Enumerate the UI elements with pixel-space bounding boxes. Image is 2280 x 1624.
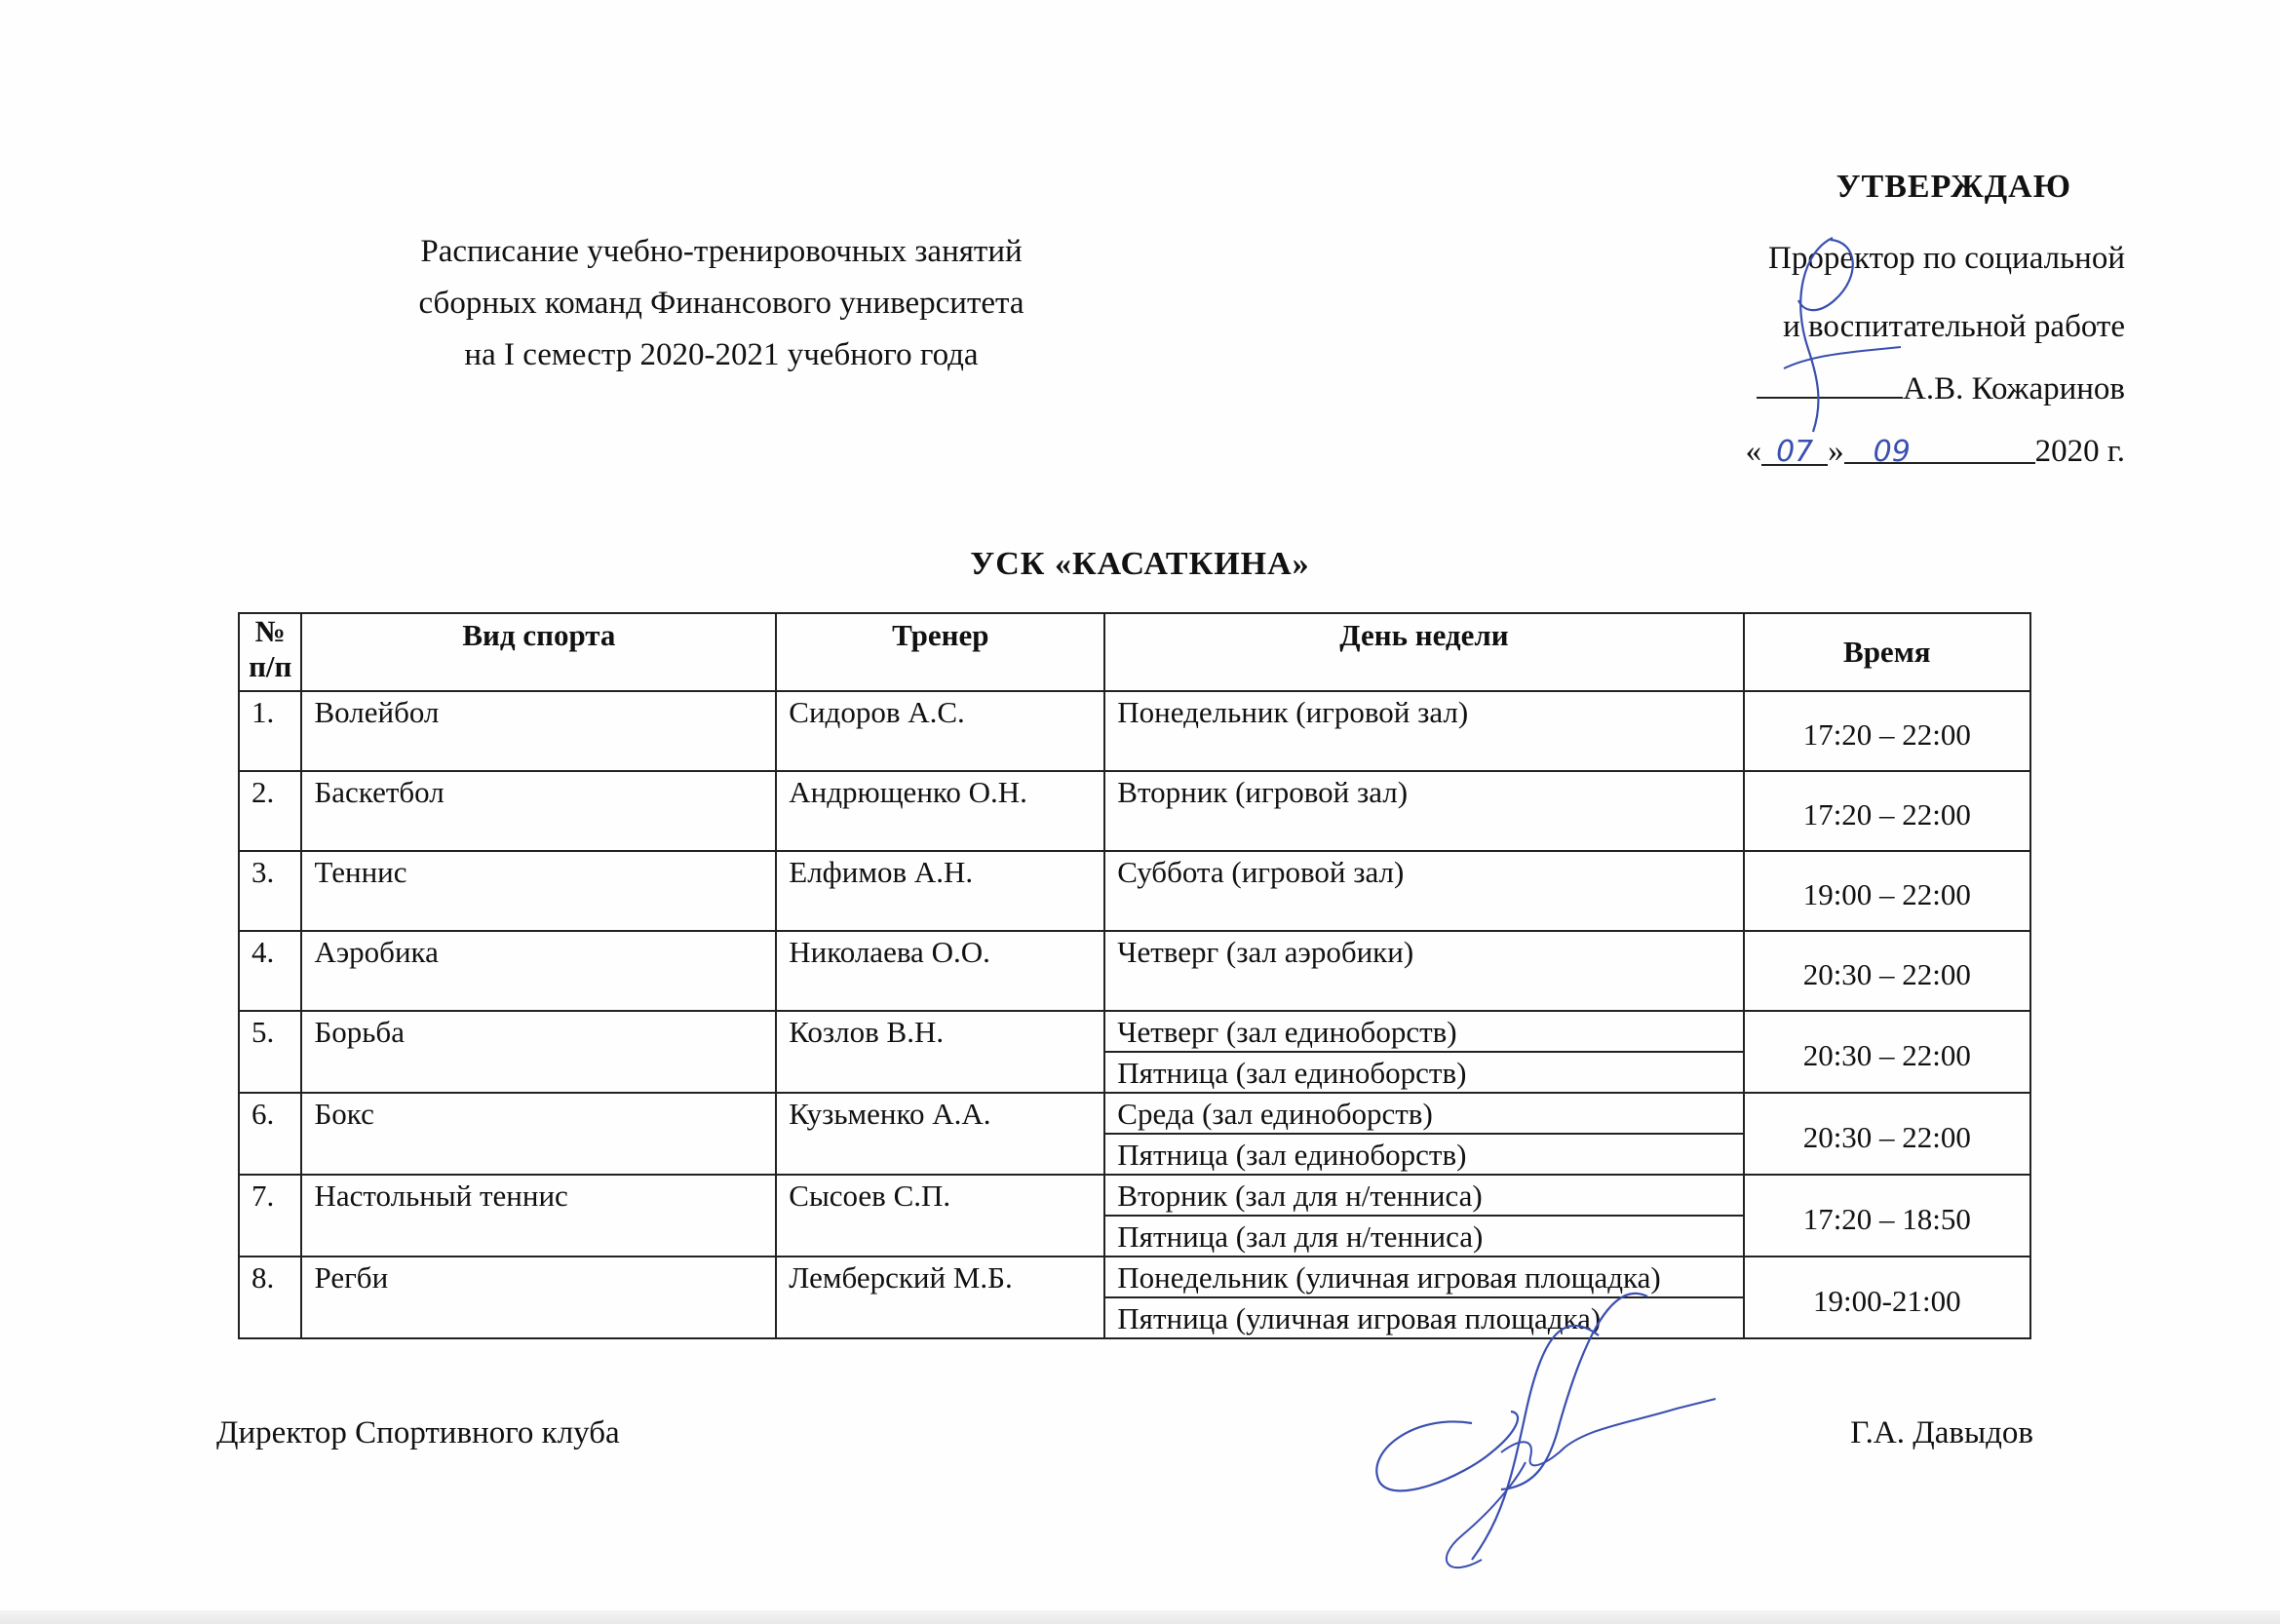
- cell-time: 20:30 – 22:00: [1744, 931, 2030, 1011]
- cell-day: Вторник (зал для н/тенниса): [1104, 1175, 1743, 1216]
- cell-time: 19:00-21:00: [1744, 1257, 2030, 1338]
- approval-title: УТВЕРЖДАЮ: [1836, 169, 2071, 205]
- table-row: [239, 691, 2030, 771]
- table-row: [239, 851, 2030, 931]
- cell-sport: Бокс: [301, 1093, 776, 1175]
- cell-day: Понедельник (уличная игровая площадка): [1104, 1257, 1743, 1297]
- cell-day: Среда (зал единоборств): [1104, 1093, 1743, 1134]
- cell-coach: Кузьменко А.А.: [776, 1093, 1104, 1175]
- approval-signatory: А.В. Кожаринов: [1903, 371, 2125, 406]
- cell-day: Суббота (игровой зал): [1104, 851, 1743, 931]
- cell-day: Четверг (зал единоборств): [1104, 1011, 1743, 1052]
- cell-num: 4.: [239, 931, 301, 1011]
- cell-sport: Аэробика: [301, 931, 776, 1011]
- date-day: 07: [1761, 433, 1828, 466]
- cell-day: Пятница (зал единоборств): [1104, 1052, 1743, 1093]
- schedule-table: [238, 612, 2031, 1339]
- header-day: День недели: [1104, 613, 1743, 691]
- schedule-heading-line2: сборных команд Финансового университета: [418, 286, 1024, 321]
- table-row: [239, 1175, 2030, 1216]
- schedule-heading-line3: на I семестр 2020-2021 учебного года: [464, 337, 979, 372]
- schedule-heading-line1: Расписание учебно-тренировочных занятий: [420, 234, 1023, 269]
- page-bottom-edge: [0, 1610, 2280, 1624]
- date-open-quote: «: [1745, 434, 1762, 469]
- cell-day: Пятница (зал для н/тенниса): [1104, 1216, 1743, 1257]
- approval-signature-line: [1757, 367, 2125, 408]
- cell-num: 8.: [239, 1257, 301, 1338]
- cell-time: 17:20 – 22:00: [1744, 771, 2030, 851]
- table-row: [239, 771, 2030, 851]
- approval-date-line: [1746, 432, 2125, 471]
- cell-day: Пятница (зал единоборств): [1104, 1134, 1743, 1175]
- cell-time: 17:20 – 18:50: [1744, 1175, 2030, 1257]
- date-year: 2020 г.: [2034, 434, 2125, 469]
- cell-coach: Козлов В.Н.: [776, 1011, 1104, 1093]
- cell-day: Понедельник (игровой зал): [1104, 691, 1743, 771]
- cell-coach: Сидоров А.С.: [776, 691, 1104, 771]
- header-time: Время: [1744, 613, 2030, 691]
- cell-sport: Волейбол: [301, 691, 776, 771]
- cell-sport: Баскетбол: [301, 771, 776, 851]
- director-name: Г.А. Давыдов: [1850, 1415, 2033, 1450]
- cell-day: Вторник (игровой зал): [1104, 771, 1743, 851]
- header-num: № п/п: [239, 613, 301, 691]
- director-label: Директор Спортивного клуба: [216, 1415, 620, 1450]
- cell-day: Четверг (зал аэробики): [1104, 931, 1743, 1011]
- cell-sport: Теннис: [301, 851, 776, 931]
- table-row: [239, 1257, 2030, 1297]
- facility-title: УСК «КАСАТКИНА»: [970, 546, 1310, 582]
- cell-time: 20:30 – 22:00: [1744, 1093, 2030, 1175]
- cell-num: 7.: [239, 1175, 301, 1257]
- date-close-quote: »: [1828, 434, 1844, 469]
- cell-num: 5.: [239, 1011, 301, 1093]
- cell-time: 17:20 – 22:00: [1744, 691, 2030, 771]
- table-header-row: [239, 613, 2030, 691]
- cell-sport: Борьба: [301, 1011, 776, 1093]
- header-sport: Вид спорта: [301, 613, 776, 691]
- cell-num: 1.: [239, 691, 301, 771]
- date-month: 09: [1844, 433, 2035, 464]
- cell-num: 3.: [239, 851, 301, 931]
- cell-coach: Елфимов А.Н.: [776, 851, 1104, 931]
- cell-time: 19:00 – 22:00: [1744, 851, 2030, 931]
- table-row: [239, 1093, 2030, 1134]
- cell-coach: Лемберский М.Б.: [776, 1257, 1104, 1338]
- cell-num: 6.: [239, 1093, 301, 1175]
- cell-coach: Сысоев С.П.: [776, 1175, 1104, 1257]
- approval-block: [1657, 166, 2125, 487]
- table-row: [239, 1011, 2030, 1052]
- approval-position-line2: и воспитательной работе: [1783, 309, 2125, 344]
- table-row: [239, 931, 2030, 1011]
- cell-coach: Андрющенко О.Н.: [776, 771, 1104, 851]
- signature-blank: [1757, 367, 1903, 399]
- header-coach: Тренер: [776, 613, 1104, 691]
- approval-position-line1: Проректор по социальной: [1768, 241, 2125, 276]
- cell-day: Пятница (уличная игровая площадка): [1104, 1297, 1743, 1338]
- cell-coach: Николаева О.О.: [776, 931, 1104, 1011]
- cell-sport: Настольный теннис: [301, 1175, 776, 1257]
- cell-num: 2.: [239, 771, 301, 851]
- schedule-heading: [322, 226, 1121, 381]
- cell-sport: Регби: [301, 1257, 776, 1338]
- cell-time: 20:30 – 22:00: [1744, 1011, 2030, 1093]
